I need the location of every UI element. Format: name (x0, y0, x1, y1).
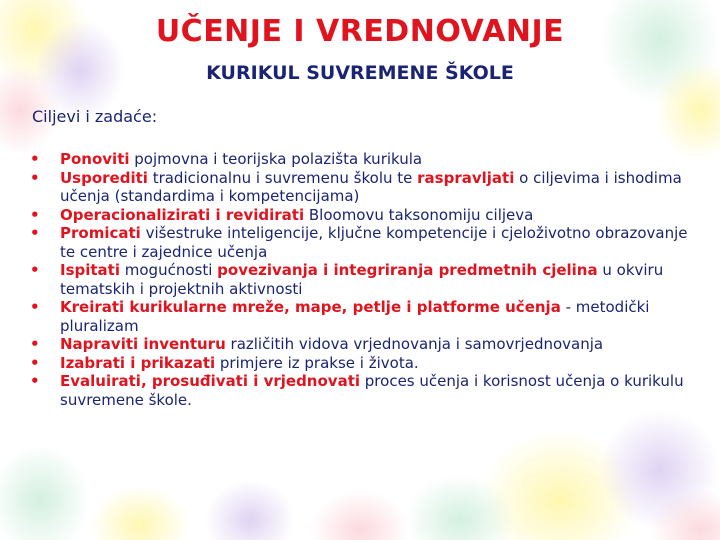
bullet-icon: • (30, 353, 40, 372)
keyword-text: Usporediti (60, 168, 148, 187)
list-item (30, 298, 690, 335)
list-item (30, 261, 690, 298)
keyword-text: Izabrati i prikazati (60, 353, 216, 372)
keyword-text: Ispitati (60, 261, 120, 279)
intro-heading: Ciljevi i zadaće: (32, 107, 158, 126)
list-item (30, 372, 690, 409)
bullet-icon: • (30, 298, 40, 316)
bullet-icon: • (30, 150, 40, 168)
slide-subtitle: KURIKUL SUVREMENE ŠKOLE (206, 62, 514, 84)
body-text: proces učenja i korisnost učenja o kurikulu suvremene škole. (60, 372, 684, 409)
keyword-text: raspravljati (417, 168, 515, 187)
body-text: - metodički pluralizam (60, 298, 650, 335)
keyword-text: Promicati (60, 224, 141, 242)
keyword-text: Napraviti inventuru (60, 335, 226, 353)
body-text: tradicionalnu i suvremenu školu te (147, 168, 418, 187)
goals-list (30, 150, 690, 409)
body-text: u okviru tematskih i projektnih aktivnosti (60, 261, 664, 298)
body-text: različitih vidova vrjednovanja i samovrjednovanja (225, 335, 604, 353)
keyword-text: Evaluirati, prosuđivati i vrjednovati (60, 372, 361, 390)
bullet-icon: • (30, 168, 40, 187)
list-item (30, 224, 690, 261)
body-text: primjere iz prakse i života. (215, 353, 419, 372)
list-item (30, 354, 690, 373)
body-text: Bloomovu taksonomiju ciljeva (304, 205, 534, 224)
bullet-icon: • (30, 372, 40, 390)
keyword-text: Kreirati kurikularne mreže, mape, petlje i platforme učenja (60, 298, 561, 316)
bullet-icon: • (30, 261, 40, 279)
keyword-text: Ponoviti (60, 150, 130, 168)
list-item (30, 335, 690, 354)
bullet-icon: • (30, 224, 40, 242)
keyword-text: Operacionalizirati i revidirati (60, 205, 305, 224)
body-text: o ciljevima i ishodima učenja (standardima i kompetencijama) (60, 168, 682, 205)
list-item (30, 150, 690, 169)
body-text: mogućnosti (120, 261, 218, 279)
slide-title: UČENJE I VREDNOVANJE (155, 14, 565, 49)
bullet-icon: • (30, 205, 40, 224)
list-item (30, 169, 690, 206)
body-text: višestruke inteligencije, ključne kompetencije i cjeloživotno obrazovanje te centre i zajednice učenja (60, 224, 688, 261)
bullet-icon: • (30, 335, 40, 353)
keyword-text: povezivanja i integriranja predmetnih cjelina (217, 261, 598, 279)
list-item (30, 206, 690, 225)
body-text: pojmovna i teorijska polazišta kurikula (129, 150, 423, 168)
